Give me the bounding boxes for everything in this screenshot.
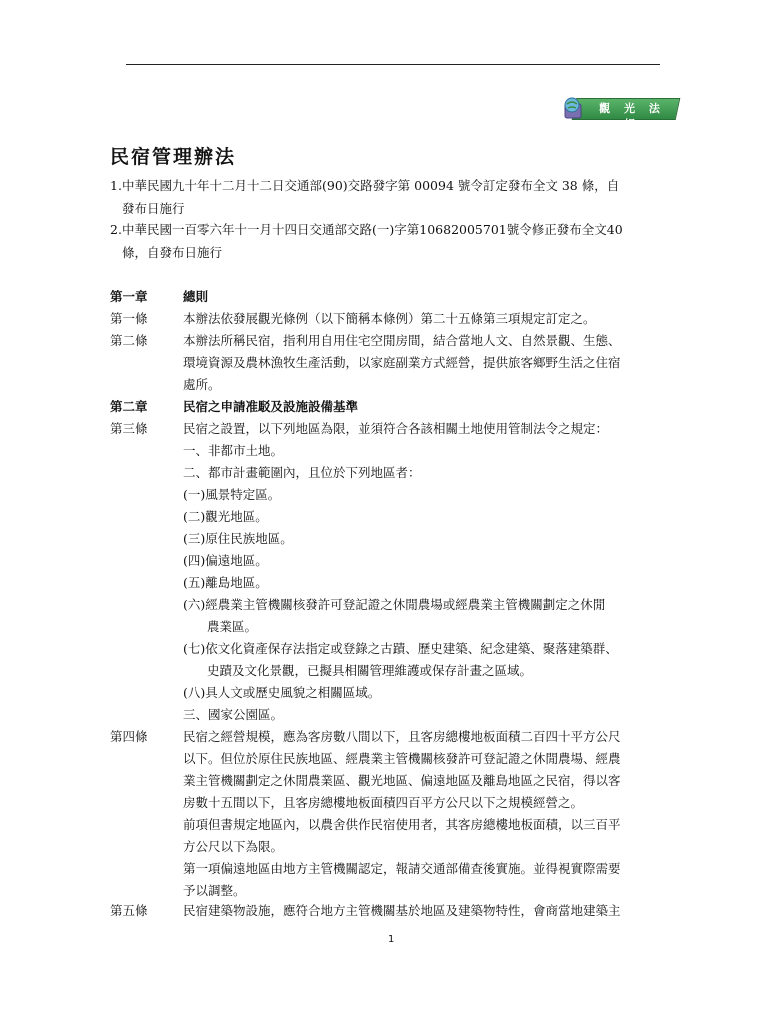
article-line: 環境資源及農林漁牧生產活動，以家庭副業方式經營，提供旅客鄉野生活之住宿 [183,355,621,370]
header-rule [126,64,660,65]
article-line: 處所。 [183,377,221,392]
category-badge [562,94,678,131]
chapter-label: 第一章 [110,289,148,304]
history-line: 中華民國一百零六年十一月十四日交通部交路(一)字第10682005701號令修正發布全文40 [122,222,623,237]
list-item: (六)經農業主管機關核發許可登記證之休閒農場或經農業主管機關劃定之休閒 [183,597,606,612]
article-line: 予以調整。 [183,883,246,898]
chapter-title: 總則 [183,289,209,304]
list-item: 一、非都市土地。 [183,443,284,458]
page-number: 1 [388,934,395,945]
list-item: (七)依文化資產保存法指定或登錄之古蹟、歷史建築、紀念建築、聚落建築群、 [183,641,618,656]
chapter-title: 民宿之申請准駁及設施設備基準 [183,399,359,414]
article-text: 民宿建築物設施，應符合地方主管機關基於地區及建築物特性，會商當地建築主 [183,903,621,918]
list-item: 二、都市計畫範圍內，且位於下列地區者： [183,465,421,480]
history-number: 2. [110,222,122,237]
list-item: (八)具人文或歷史風貌之相關區域。 [183,685,381,700]
history-item [110,174,685,220]
article-line: 本辦法所稱民宿，指利用自用住宅空閒房間，結合當地人文、自然景觀、生態、 [183,333,621,348]
article-line: 第一項偏遠地區由地方主管機關認定，報請交通部備查後實施。並得視實際需要 [183,861,621,876]
list-item: 農業區。 [207,619,258,634]
article-label: 第三條 [110,421,148,436]
list-item: (二)觀光地區。 [183,509,268,524]
list-item: 史蹟及文化景觀，已擬具相關管理維護或保存計畫之區域。 [207,663,533,678]
article-line: 前項但書規定地區內，以農舍供作民宿使用者，其客房總樓地板面積，以三百平 [183,817,621,832]
article-label: 第五條 [110,903,148,918]
article-label: 第二條 [110,333,148,348]
globe-book-icon [562,96,584,120]
article-label: 第一條 [110,311,148,326]
history-item [110,218,685,264]
article-line: 房數十五間以下，且客房總樓地板面積四百平方公尺以下之規模經營之。 [183,795,584,810]
list-item: (三)原住民族地區。 [183,531,293,546]
article-line: 業主管機關劃定之休閒農業區、觀光地區、偏遠地區及離島地區之民宿，得以客 [183,773,621,788]
history-line: 中華民國九十年十二月十二日交通部(90)交路發字第 00094 號令訂定發布全文 38 條，自 [122,178,620,193]
list-item: (一)風景特定區。 [183,487,281,502]
article-body [183,330,683,396]
list-item: (四)偏遠地區。 [183,553,268,568]
article-body [183,726,683,902]
article-line: 民宿之經營規模，應為客房數八間以下，且客房總樓地板面積二百四十平方公尺 [183,729,621,744]
article-text: 民宿之設置，以下列地區為限，並須符合各該相關土地使用管制法令之規定： [183,421,609,436]
article-line: 方公尺以下為限。 [183,839,284,854]
badge-label: 觀 光 法 規 [599,102,665,131]
article-text: 本辦法依發展觀光條例（以下簡稱本條例）第二十五條第三項規定訂定之。 [183,311,596,326]
history-number: 1. [110,178,122,193]
document-title: 民宿管理辦法 [110,146,237,168]
history-line: 條，自發布日施行 [122,245,223,260]
article-label: 第四條 [110,729,148,744]
history-line: 發布日施行 [122,201,185,216]
article-line: 以下。但位於原住民族地區、經農業主管機關核發許可登記證之休閒農場、經農 [183,751,621,766]
list-item: 三、國家公園區。 [183,707,284,722]
chapter-label: 第二章 [110,399,148,414]
article-3-items [183,440,683,726]
list-item: (五)離島地區。 [183,575,268,590]
